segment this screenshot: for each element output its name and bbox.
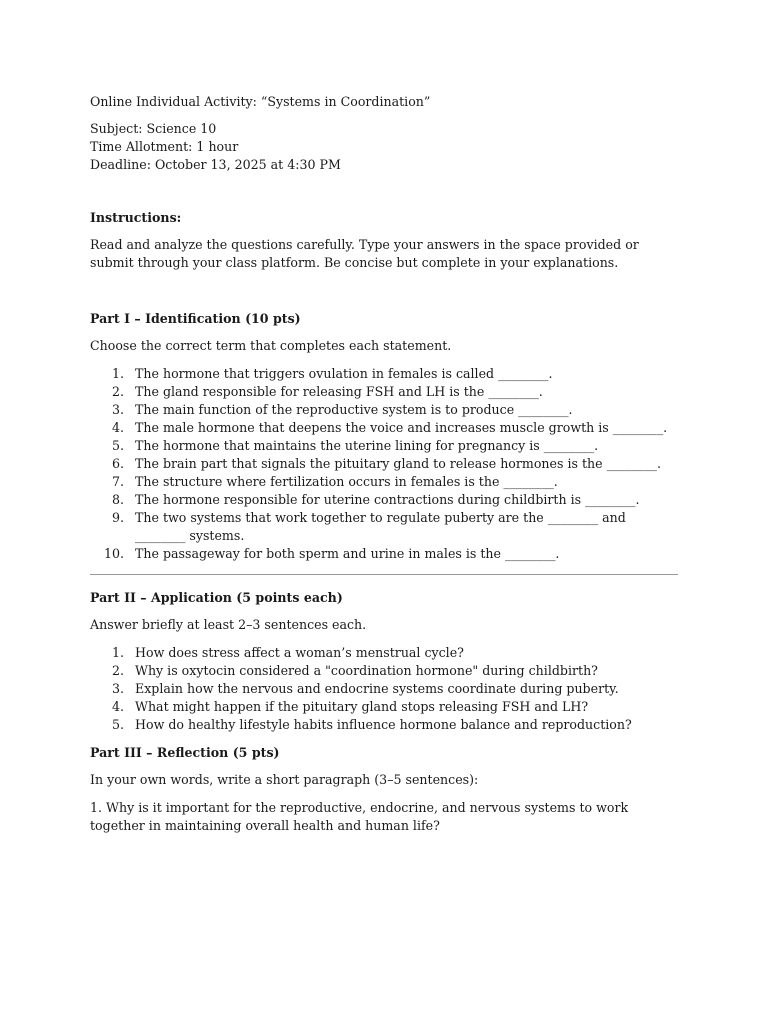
item-number: 1. bbox=[111, 645, 124, 660]
part3-heading: Part III – Reflection (5 pts) bbox=[90, 745, 280, 760]
item-number: 3. bbox=[111, 402, 124, 417]
time-allotment-line: Time Allotment: 1 hour bbox=[90, 139, 239, 154]
item-number: 3. bbox=[111, 681, 124, 696]
list-item bbox=[90, 383, 678, 401]
subject-line: Subject: Science 10 bbox=[90, 121, 217, 136]
part3-intro: In your own words, write a short paragraph (3–5 sentences): bbox=[90, 772, 479, 787]
list-item bbox=[90, 455, 678, 473]
item-number: 10. bbox=[103, 546, 124, 561]
list-item bbox=[90, 698, 678, 716]
instructions-body: Read and analyze the questions carefully. Type your answers in the space provided or submit through your class platform. Be concise but complete in your explanations. bbox=[90, 237, 639, 270]
item-text: How does stress affect a woman’s menstrual cycle? bbox=[135, 645, 464, 660]
item-number: 1. bbox=[111, 366, 124, 381]
item-text: Explain how the nervous and endocrine systems coordinate during puberty. bbox=[135, 681, 619, 696]
part2-heading: Part II – Application (5 points each) bbox=[90, 590, 343, 605]
item-number: 5. bbox=[111, 438, 124, 453]
list-item bbox=[90, 419, 678, 437]
item-number: 6. bbox=[111, 456, 124, 471]
instructions-heading: Instructions: bbox=[90, 210, 182, 225]
item-text: Why is oxytocin considered a "coordination hormone" during childbirth? bbox=[135, 663, 598, 678]
list-item bbox=[90, 545, 678, 563]
item-number: 8. bbox=[111, 492, 124, 507]
deadline-line: Deadline: October 13, 2025 at 4:30 PM bbox=[90, 157, 341, 172]
item-text: The hormone that maintains the uterine lining for pregnancy is ________. bbox=[135, 438, 599, 453]
list-item bbox=[90, 716, 678, 734]
item-text: The hormone that triggers ovulation in females is called ________. bbox=[135, 366, 553, 381]
list-item bbox=[90, 662, 678, 680]
list-item bbox=[90, 365, 678, 383]
item-text: The hormone responsible for uterine contractions during childbirth is ________. bbox=[135, 492, 640, 507]
item-text: The structure where fertilization occurs in females is the ________. bbox=[135, 474, 558, 489]
item-text: The passageway for both sperm and urine in males is the ________. bbox=[135, 546, 560, 561]
item-number: 2. bbox=[111, 384, 124, 399]
item-number: 4. bbox=[111, 699, 124, 714]
list-item bbox=[90, 437, 678, 455]
list-item bbox=[90, 680, 678, 698]
document-page bbox=[90, 93, 678, 835]
list-item bbox=[90, 509, 678, 545]
list-item bbox=[90, 644, 678, 662]
item-text: What might happen if the pituitary gland stops releasing FSH and LH? bbox=[135, 699, 589, 714]
horizontal-divider bbox=[90, 574, 678, 575]
item-text: The gland responsible for releasing FSH and LH is the ________. bbox=[135, 384, 543, 399]
part1-list bbox=[90, 365, 678, 563]
item-text: The two systems that work together to regulate puberty are the ________ and ________ systems. bbox=[135, 510, 626, 543]
reflection-question: 1. Why is it important for the reproductive, endocrine, and nervous systems to work together in maintaining overall health and human life? bbox=[90, 800, 629, 833]
item-text: The main function of the reproductive system is to produce ________. bbox=[135, 402, 573, 417]
item-number: 5. bbox=[111, 717, 124, 732]
part1-heading: Part I – Identification (10 pts) bbox=[90, 311, 301, 326]
part1-intro: Choose the correct term that completes each statement. bbox=[90, 338, 452, 353]
item-text: The brain part that signals the pituitary gland to release hormones is the ________. bbox=[135, 456, 661, 471]
item-number: 4. bbox=[111, 420, 124, 435]
item-text: The male hormone that deepens the voice and increases muscle growth is ________. bbox=[135, 420, 668, 435]
item-number: 7. bbox=[111, 474, 124, 489]
item-number: 9. bbox=[111, 510, 124, 525]
part2-intro: Answer briefly at least 2–3 sentences each. bbox=[90, 617, 367, 632]
list-item bbox=[90, 491, 678, 509]
item-text: How do healthy lifestyle habits influence hormone balance and reproduction? bbox=[135, 717, 632, 732]
list-item bbox=[90, 473, 678, 491]
list-item bbox=[90, 401, 678, 419]
item-number: 2. bbox=[111, 663, 124, 678]
activity-title: Online Individual Activity: “Systems in Coordination” bbox=[90, 94, 431, 109]
part2-list bbox=[90, 644, 678, 734]
